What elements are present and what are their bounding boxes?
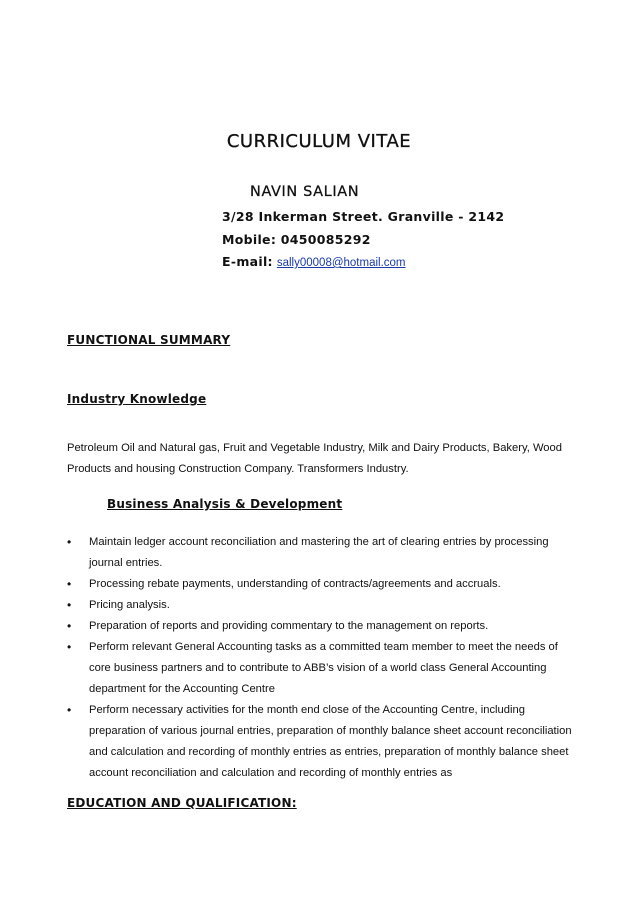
bullet-icon: • (67, 535, 72, 549)
address-line: 3/28 Inkerman Street. Granville - 2142 (222, 209, 505, 224)
list-item: • Preparation of reports and providing commentary to the management on reports. (67, 616, 573, 637)
mobile-line: Mobile: 0450085292 (222, 232, 371, 247)
responsibilities-list (67, 532, 573, 784)
candidate-name: NAVIN SALIAN (250, 184, 360, 200)
email-line (222, 254, 406, 269)
bullet-icon: • (67, 598, 72, 612)
bullet-icon: • (67, 703, 72, 717)
email-link[interactable]: sally00008@hotmail.com (276, 257, 406, 269)
industry-knowledge-heading: Industry Knowledge (67, 392, 207, 406)
list-item: • Perform relevant General Accounting tasks as a committed team member to meet the needs of core business partners and to contribute to ABB’s vision of a world class General Accounting department for the Accounting Centre (67, 637, 573, 700)
business-analysis-heading: Business Analysis & Development (107, 497, 343, 511)
page-title: CURRICULUM VITAE (226, 131, 412, 152)
list-item: • Maintain ledger account reconciliation and mastering the art of clearing entries by processing journal entries. (67, 532, 573, 574)
bullet-icon: • (67, 640, 72, 654)
functional-summary-heading: FUNCTIONAL SUMMARY (67, 333, 231, 347)
bullet-icon: • (67, 577, 72, 591)
industry-knowledge-text: Petroleum Oil and Natural gas, Fruit and Vegetable Industry, Milk and Dairy Products, Bakery, Wood Products and housing Construction Company. Transformers Industry. (67, 442, 562, 475)
list-item: • Pricing analysis. (67, 595, 573, 616)
education-heading: EDUCATION AND QUALIFICATION: (67, 796, 297, 810)
list-item: • Processing rebate payments, understanding of contracts/agreements and accruals. (67, 574, 573, 595)
email-label: E-mail: (222, 254, 273, 269)
bullet-icon: • (67, 619, 72, 633)
list-item: • Perform necessary activities for the month end close of the Accounting Centre, including preparation of various journal entries, preparation of monthly balance sheet account reconciliation and calculation and recording of monthly entries as entries, preparation of monthly balance sheet account reconciliation and calculation and recording of monthly entries as (67, 700, 573, 784)
